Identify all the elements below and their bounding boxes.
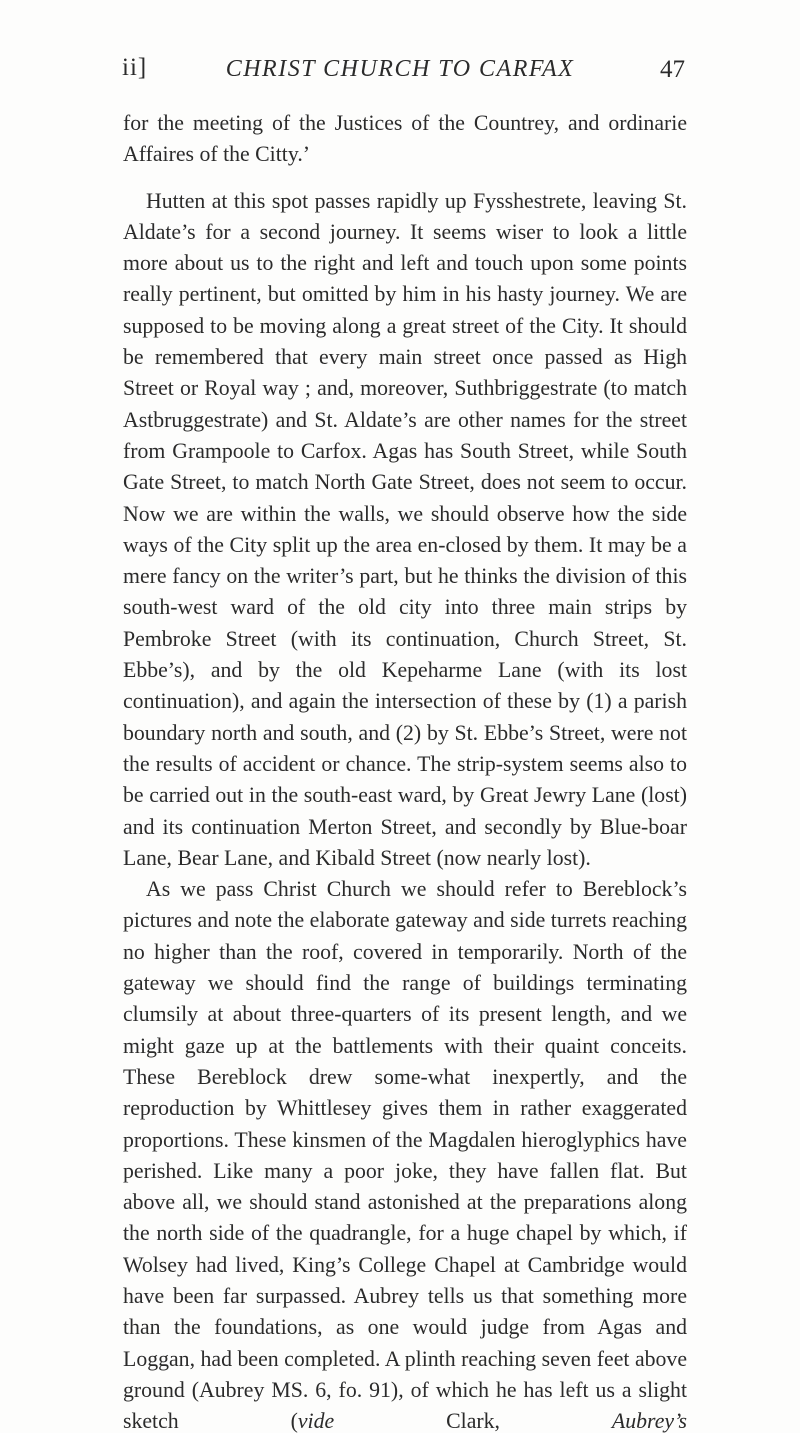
chapter-number: ii] [122, 54, 148, 81]
body-text [123, 108, 687, 1437]
citation-title: Aubrey’s [611, 1409, 687, 1434]
paragraph: Hutten at this spot passes rapidly up Fysshestrete, leaving St. Aldate’s for a second journey. It seems wiser to look a little more about us to the right and left and touch upon some points really pertinent, but omitted by him in his hasty journey. We are supposed to be moving along a great street of the City. It should be remembered that every main street once passed as High Street or Royal way ; and, moreover, Suthbriggestrate (to match Astbruggestrate) and St. Aldate’s are other names for the street from Grampoole to Carfox. Agas has South Street, while South Gate Street, to match North Gate Street, does not seem to occur. Now we are within the walls, we should observe how the side ways of the City split up the area en-closed by them. It may be a mere fancy on the writer’s part, but he thinks the division of this south-west ward of the old city into three main strips by Pembroke Street (with its continuation, Church Street, St. Ebbe’s), and by the old Kepeharme Lane (with its lost continuation), and again the intersection of these by (1) a parish boundary north and south, and (2) by St. Ebbe’s Street, were not the results of accident or chance. The strip-system seems also to be carried out in the south-east ward, by Great Jewry Lane (lost) and its continuation Merton Street, and secondly by Blue-boar Lane, Bear Lane, and Kibald Street (now nearly lost). [123, 188, 687, 870]
paragraph-continued: for the meeting of the Justices of the Countrey, and ordinarie Affaires of the Citty.’ [123, 111, 687, 167]
paragraph-text: As we pass Christ Church we should refer to Bereblock’s pictures and note the elaborate gateway and side turrets reaching no higher than the roof, covered in temporarily. North of the gateway we should find the range of buildings terminating clumsily at about three-quarters of its present length, and we might gaze up at the battlements with their quaint conceits. These Bereblock drew some-what inexpertly, and the reproduction by Whittlesey gives them in rather exaggerated proportions. These kinsmen of the Magdalen hieroglyphics have perished. Like many a poor joke, they have fallen flat. But above all, we should stand astonished at the preparations along the north side of the quadrangle, for a huge chapel by which, if Wolsey had lived, King’s College Chapel at Cambridge would have been far surpassed. Aubrey tells us that something more than the foundations, as one would judge from Agas and Loggan, had been completed. A plinth reaching seven feet above ground (Aubrey MS. 6, fo. 91), of which he has left us a slight sketch ( [123, 877, 687, 1434]
vide-text: vide [297, 1409, 335, 1434]
paragraph [123, 874, 687, 1437]
citation-author: Clark, [334, 1409, 612, 1434]
running-title: CHRIST CHURCH TO CARFAX [225, 56, 575, 82]
running-head [0, 54, 800, 94]
page-number: 47 [660, 56, 685, 83]
